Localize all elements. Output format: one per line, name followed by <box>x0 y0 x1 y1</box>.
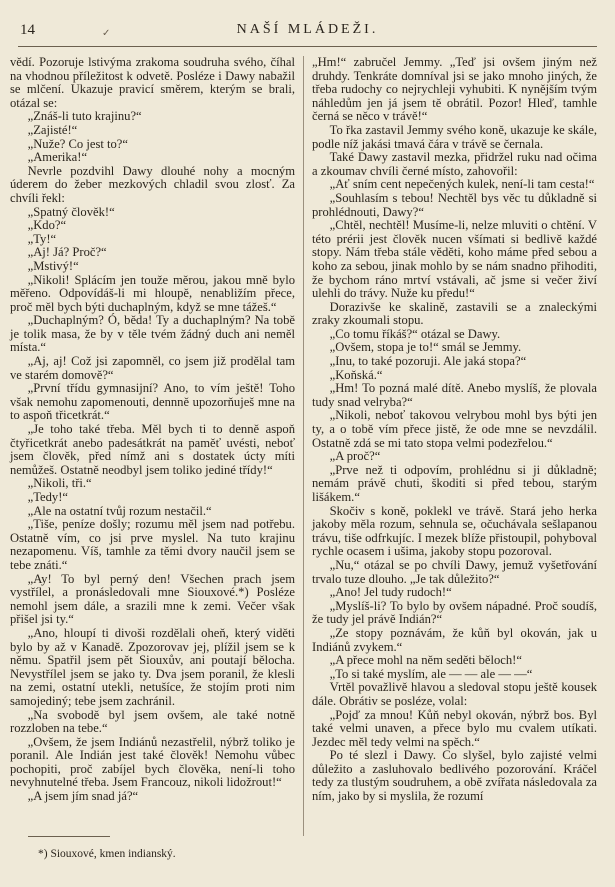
footnote: *) Siouxové, kmen indianský. <box>38 848 176 860</box>
paragraph: „Nuže? Co jest to?“ <box>27 136 128 151</box>
paragraph: Skočiv s koně, poklekl ve trávě. Stará jeho herka jakoby měla rozum, sehnula se, očuchávala sešlapanou trávu, tiše odfrkujíc. I mezek blíže přistoupil, pohyboval rychle ocasem i ušima, jakoby stopu pozoroval. <box>312 503 597 559</box>
paragraph: Po té slezl i Dawy. Co slyšel, bylo zajisté velmi důležito a zasluhovalo bedlivého pozorování. Kráčel tedy za tlustým soudruhem, a obě zvířata následovala za ním, jako by si myslila, že rozumí <box>312 748 597 804</box>
paragraph: Dorazivše ke skalině, zastavili se a znaleckými zraky zkoumali stopu. <box>312 299 597 328</box>
paragraph: „Ay! To byl perný den! Všechen prach jsem vystřílel, a pronásledovali mne Siouxové.*) Posléze nemohl jsem dále, a srazili mne k zemi. Večer však přišel jsi ty.“ <box>10 571 295 627</box>
paragraph: „Hm!“ zabručel Jemmy. „Teď jsi ovšem jiným než druhdy. Tenkráte domníval jsi se jako mnoho jiných, že třeba rudochy co nejrychleji vyhubiti. K nynějším tvým náhledům jen já jsem tě obrátil. Pozor! Hleď, tamhle černá se něco v trávě!“ <box>312 55 597 124</box>
paragraph: „Tedy!“ <box>27 490 68 504</box>
paragraph: „Duchaplným? Ó, běda! Ty a duchaplným? Na tobě je tolik masa, že by v těle tvém žádný duch ani neměl místa.“ <box>10 313 295 355</box>
footnote-rule <box>28 836 110 837</box>
left-column <box>10 56 295 804</box>
paragraph: „A proč?“ <box>329 449 381 464</box>
paragraph: „Ale na ostatní tvůj rozum nestačil.“ <box>27 503 212 518</box>
paragraph: „Spatný člověk!“ <box>27 204 115 219</box>
paragraph: „Na svobodě byl jsem ovšem, ale také notně rozzloben na tebe.“ <box>10 707 295 736</box>
paragraph: „Kdo?“ <box>27 218 67 233</box>
paragraph: „Inu, to také pozoruji. Ale jaká stopa?“ <box>329 354 527 369</box>
paragraph: „Zajisté!“ <box>27 122 78 137</box>
paragraph: „Ty!“ <box>27 231 57 246</box>
paragraph: „Amerika!“ <box>27 150 88 165</box>
paragraph: „Ovšem, stopa je to!“ smál se Jemmy. <box>329 340 522 355</box>
paragraph: „Aj! Já? Proč?“ <box>27 245 107 260</box>
paragraph: „Prve než ti odpovím, prohlédnu si ji důkladně; nemám právě chuti, škoditi si před tebou, starým lišákem.“ <box>312 462 597 504</box>
paragraph: „A přece mohl na něm seděti běloch!“ <box>329 653 522 668</box>
column-divider <box>303 56 304 836</box>
paragraph: „Nikoli! Splácím jen touže měrou, jakou mně bylo měřeno. Odpovídáš-li mi hloupě, nenabližím přece, proč měl bych býti duchaplným, když se mne tážeš.“ <box>10 272 295 314</box>
page-number: 14 <box>20 22 35 38</box>
paragraph: „Ano! Jel tudy rudoch!“ <box>329 585 452 600</box>
paragraph: „Pojď za mnou! Kůň nebyl okován, nýbrž bos. Byl také velmi unaven, a přece bylo mu cvalem utíkati. Jezdec měl tedy velmi na spěch.“ <box>312 707 597 749</box>
paragraph: „Chtěl, nechtěl! Musíme-li, nelze mluviti o chtění. V této prérii jest člověk nucen všímati si bedlivě každé stopy. Nám třeba stále věděti, koho máme před sebou a koho za sebou, jinak mohlo by se nám snadno přihoditi, že bychom ráno mrtví vstávali, ač jsme si večer živí ulehli do trávy. Nuže ku předu!“ <box>312 218 597 301</box>
page-header <box>10 22 605 42</box>
paragraph: Nevrle pozdvihl Dawy dlouhé nohy a mocným úderem do žeber mezkových chladil svou zlosť. Za chvíli řekl: <box>10 163 295 205</box>
paragraph: To řka zastavil Jemmy svého koně, ukazuje ke skále, podle níž jakási tmavá čára v trávě se černala. <box>312 122 597 151</box>
header-rule <box>18 46 597 47</box>
paragraph: „Nikoli, tři.“ <box>27 476 92 491</box>
paragraph: „Myslíš-li? To bylo by ovšem nápadné. Proč soudíš, že tudy jel právě Indián?“ <box>312 598 597 627</box>
paragraph: „Znáš-li tuto krajinu?“ <box>27 109 142 124</box>
paragraph: „To si také myslím, ale — — ale — —“ <box>329 666 533 681</box>
paragraph: „Ze stopy poznávám, že kůň byl okován, jak u Indiánů zvykem.“ <box>312 625 597 654</box>
paragraph: „Aj, aj! Což jsi zapomněl, co jsem již prodělal tam ve starém domově?“ <box>10 354 295 382</box>
paragraph: „Koňská.“ <box>329 367 383 382</box>
paragraph: „Ovšem, že jsem Indiánů nezastřelil, nýbrž toliko je poranil. Ale Indián jest také člověk! Nemohu vůbec pochopiti, proč zabíjel bych člověka, není-li toho nevyhnutelné třeba. Jsem Francouz, nikoli lidožrout!“ <box>10 734 295 790</box>
right-column <box>312 56 597 804</box>
paragraph: Také Dawy zastavil mezka, přidržel ruku nad očima a zkoumav chvíli černé místo, zahovořil: <box>312 150 597 178</box>
running-title: NAŠÍ MLÁDEŽI. <box>236 22 379 37</box>
paragraph: „Souhlasím s tebou! Nechtěl bys věc tu důkladně si prohlédnouti, Dawy?“ <box>312 190 597 219</box>
paragraph: „Tiše, peníze došly; rozumu měl jsem nad potřebu. Ostatně vím, co jsi prve myslel. Na tuto krajinu nezapomenu. Víš, tamhle za těmi dvory naučil jsem se tebe znáti.“ <box>10 517 295 572</box>
paragraph: „Hm! To pozná malé dítě. Anebo myslíš, že plovala tudy snad velryba?“ <box>312 381 597 409</box>
paragraph: „Mstivý!“ <box>27 258 79 273</box>
paragraph: Vrtěl považlivě hlavou a sledoval stopu ještě kousek dále. Obrátiv se posléze, volal: <box>312 680 597 708</box>
paragraph: „A jsem jím snad já?“ <box>27 789 139 804</box>
paragraph: „Nikoli, neboť takovou velrybou mohl bys býti jen ty, a o tobě vím přece jistě, že ode mne se nevzdálil. Ostatně zdá se mi tato stopa velmi podezřelou.“ <box>312 408 597 450</box>
paragraph: vědí. Pozoruje lstivýma zrakoma soudruha svého, číhal na vhodnou příležitost k odvetě. Posléze i Dawy nabažil se mlčení. Ukazuje pravicí směrem, kterým se brali, otázal se: <box>10 55 295 110</box>
ornament-mark: ✓ <box>102 28 111 39</box>
paragraph: „Nu,“ otázal se po chvíli Dawy, jemuž vyšetřování trvalo tuze dlouho. „Je tak důležito?“ <box>312 557 597 586</box>
paragraph: „Je toho také třeba. Měl bych ti to denně aspoň čtyřicetkrát anebo padesátkrát na paměť uvésti, neboť jsem člověk, před nímž ani s dostatek úcty míti nemůžeš. Ostatně neodbyl jsem toliko jediné třídy!“ <box>10 422 295 477</box>
paragraph: „Ať sním cent nepečených kulek, není-li tam cesta!“ <box>329 177 595 192</box>
paragraph: „Co tomu říkáš?“ otázal se Dawy. <box>329 326 501 341</box>
paragraph: „První třídu gymnasijní? Ano, to vím ještě! Toho však nemohu zapomenouti, dennně upozorňuješ mne na to aspoň třicetkrát.“ <box>10 381 295 423</box>
paragraph: „Ano, hloupí ti divoši rozdělali oheň, který viděti bylo by až v Kanadě. Zpozorovav jej, plížil jsem se k němu. Spatřil jsem pět Siouxův, ani poutají bělocha. Nevystřílel jsem se jako ty. Dva jsem poranil, že klesli na zemi, ostatní utekli, netušíce, že stojím proti nim samojediný; tebe jsem zachránil. <box>10 625 295 708</box>
